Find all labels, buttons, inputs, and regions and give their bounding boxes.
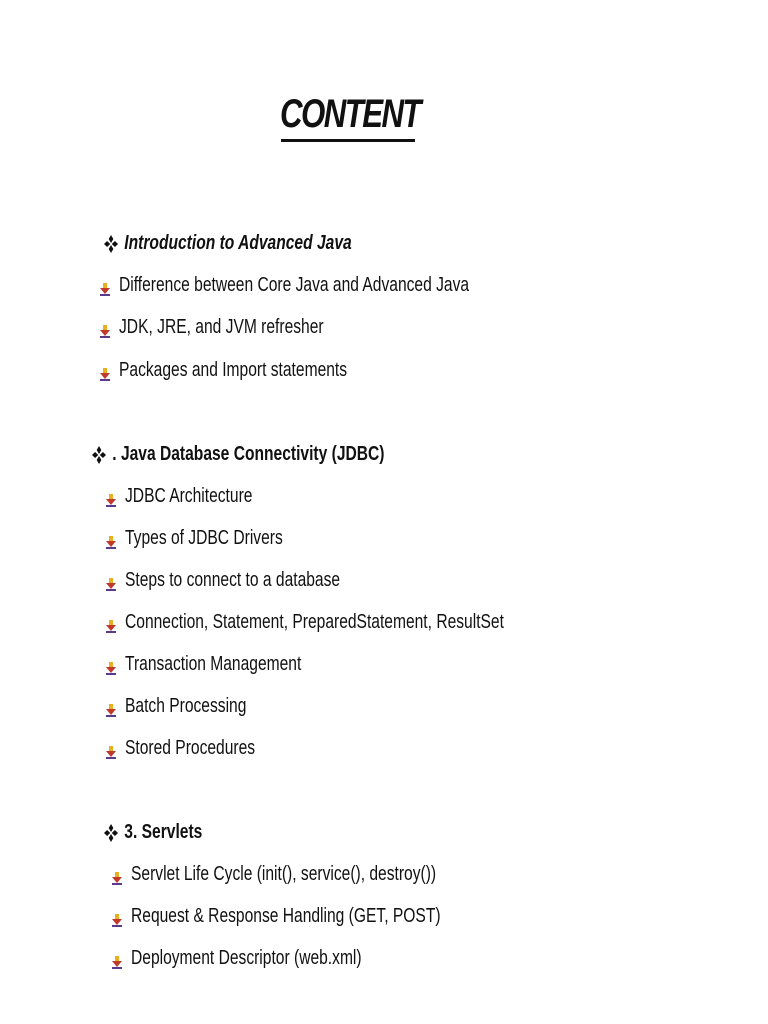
- down-arrow-bullet-icon: [98, 324, 112, 338]
- down-arrow-bullet-icon: [104, 535, 118, 549]
- list-item: JDBC Architecture: [125, 485, 253, 507]
- list-item: Transaction Management: [125, 653, 302, 675]
- list-item: JDK, JRE, and JVM refresher: [119, 316, 324, 338]
- down-arrow-bullet-icon: [110, 871, 124, 885]
- down-arrow-bullet-icon: [98, 282, 112, 296]
- title-underline: [281, 139, 415, 142]
- list-item: Servlet Life Cycle (init(), service(), destroy()): [131, 863, 437, 885]
- four-diamond-icon: [104, 824, 120, 842]
- list-item: Request & Response Handling (GET, POST): [131, 905, 441, 927]
- down-arrow-bullet-icon: [104, 703, 118, 717]
- section-heading-servlets: [104, 821, 202, 844]
- down-arrow-bullet-icon: [98, 367, 112, 381]
- page-title: CONTENT: [280, 92, 420, 136]
- down-arrow-bullet-icon: [104, 745, 118, 759]
- list-item: Batch Processing: [125, 695, 247, 717]
- section-heading-text: . Java Database Connectivity (JDBC): [112, 443, 385, 465]
- four-diamond-icon: [92, 446, 108, 464]
- down-arrow-bullet-icon: [104, 493, 118, 507]
- down-arrow-bullet-icon: [104, 577, 118, 591]
- section-heading-intro: [104, 232, 352, 255]
- four-diamond-icon: [104, 235, 120, 253]
- down-arrow-bullet-icon: [110, 913, 124, 927]
- down-arrow-bullet-icon: [110, 955, 124, 969]
- list-item: Types of JDBC Drivers: [125, 527, 283, 549]
- list-item: Connection, Statement, PreparedStatement, ResultSet: [125, 611, 504, 633]
- section-heading-jdbc: [92, 443, 385, 466]
- down-arrow-bullet-icon: [104, 661, 118, 675]
- section-heading-text: Introduction to Advanced Java: [124, 232, 352, 254]
- list-item: Difference between Core Java and Advanced Java: [119, 274, 470, 296]
- section-heading-text: 3. Servlets: [124, 821, 203, 843]
- list-item: Stored Procedures: [125, 737, 256, 759]
- list-item: Steps to connect to a database: [125, 569, 341, 591]
- list-item: Deployment Descriptor (web.xml): [131, 947, 362, 969]
- list-item: Packages and Import statements: [119, 359, 348, 381]
- down-arrow-bullet-icon: [104, 619, 118, 633]
